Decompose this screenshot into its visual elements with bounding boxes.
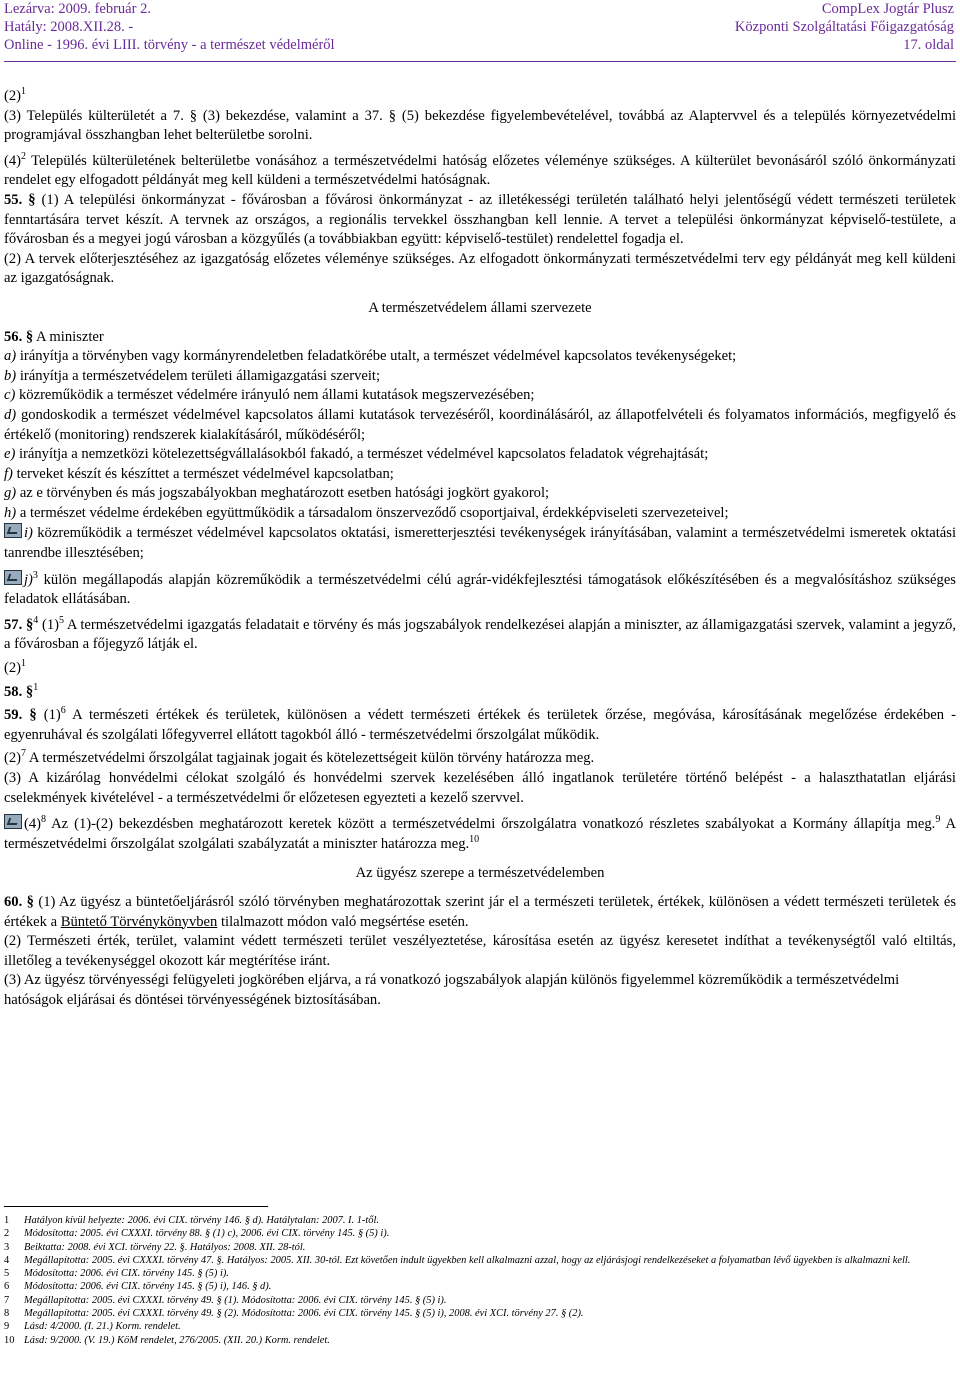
- footnote: [4, 1214, 956, 1227]
- footnote: [4, 1320, 956, 1333]
- section-number: 57. §: [4, 616, 34, 633]
- item-label: a): [4, 348, 17, 365]
- header-left: [4, 0, 335, 54]
- section-56-item: [4, 367, 956, 387]
- section-59-3: (3) A kizárólag honvédelmi célokat szolgáló és honvédelmi szervek kezelésében álló ingatlanok területére történő belépést - a halaszthatatlan eljárási cselekmények kivételével - a természetvédelmi őr előzetesen egyezteti a kezelő szervvel.: [4, 770, 956, 806]
- footnote-ref[interactable]: 3: [32, 569, 38, 581]
- section-57-1: [4, 616, 956, 655]
- para-number: (4): [4, 152, 22, 169]
- footnote-number: 7: [4, 1294, 10, 1306]
- item-text: gondoskodik a természet védelmével kapcsolatos állami kutatások tervezéséről, koordinálásáról, az állapotfelvételi és folyamatos információs, megfigyelő és értékelő (monitoring) rendszerek kialakításáról, működéséről;: [4, 406, 956, 443]
- footnote: [4, 1254, 956, 1267]
- para-number: (2): [4, 88, 22, 104]
- footnote-ref[interactable]: 1: [21, 658, 27, 670]
- section-number: 56. §: [4, 328, 34, 345]
- section-58: [4, 683, 956, 703]
- section-56-item: [4, 504, 956, 524]
- para-number: (1): [38, 616, 59, 633]
- section-56-item: [4, 445, 956, 465]
- paragraph-s54-3: (3) Település külterületét a 7. § (3) bekezdése, valamint a 37. § (5) bekezdése figyelembevételével, továbbá az Alaptervvel és a település környezetvédelmi programjával összhangban lehet belterületbe sorolni.: [4, 107, 956, 144]
- para-text: Az (1)-(2) bekezdésben meghatározott keretek között a természetvédelmi őrszolgálatra vonatkozó részletes szabályokat a Kormány állapítja meg.: [46, 816, 936, 833]
- section-56-item: [4, 406, 956, 445]
- footnote-ref[interactable]: 5: [58, 614, 64, 626]
- item-text: külön megállapodás alapján közreműködik a természetvédelmi célú agrár-vidékfejlesztési támogatások előkészítésében és a megvalósításhoz szükséges feladatok ellátásában.: [4, 571, 956, 608]
- heading-prosecutor-role: Az ügyész szerepe a természetvédelemben: [355, 865, 605, 882]
- item-text: a természet védelme érdekében együttműködik a társadalom önszerveződő csoportjaival, érdekképviseleti szervezeteivel;: [16, 504, 729, 521]
- item-label: h): [4, 504, 17, 521]
- para-text: Település külterületének belterületbe vonásához a természetvédelmi hatóság előzetes véleménye szükséges. A külterület bevonásáról szóló önkormányzati rendelet egy elfogadott példányát meg kell küldeni a természetvédelmi hatóságnak.: [4, 152, 956, 189]
- heading-state-organization: A természetvédelem állami szervezete: [368, 299, 592, 316]
- amendment-icon[interactable]: [4, 570, 22, 585]
- page-header: [4, 0, 954, 62]
- para-number: (1): [36, 707, 61, 724]
- section-56-item: [4, 484, 956, 504]
- footnote-rule: [4, 1206, 268, 1207]
- footnote: [4, 1227, 956, 1240]
- para-text: (1) A települési önkormányzat - fővárosban a fővárosi önkormányzat - az illetékességi területén található helyi jelentőségű védett természeti területek fenntartására tervet készít. A tervnek az országos, a regionális tervekkel összhangban kell lennie. A tervet a települési önkormányzat képviselő-testülete, a fővárosban és a megyei jogú városban a közgyűlés (a továbbiakban együtt: képviselő-testület) rendelettel fogadja el.: [4, 191, 957, 248]
- para-text: A természetvédelmi igazgatás feladatait e törvény és más jogszabályok rendelkezései alapján a miniszter, az államigazgatási szervek, valamint a jegyző, a fővárosban a főjegyző látják el.: [4, 616, 957, 653]
- header-effect-date: Hatály: 2008.XII.28. -: [4, 19, 134, 35]
- footnote-text: Módosította: 2005. évi CXXXI. törvény 88. § (1) c), 2006. évi CIX. törvény 145. § (5) i).: [24, 1228, 390, 1240]
- item-text: irányítja a nemzetközi kötelezettségvállalásokból fakadó, a természet védelmével kapcsolatos feladatok végrehajtását;: [15, 446, 709, 463]
- footnotes: [4, 1214, 956, 1347]
- amendment-icon[interactable]: [4, 523, 22, 538]
- footnote-number: 2: [4, 1228, 10, 1240]
- paragraph-s54-4: [4, 152, 956, 191]
- footnote-text: Megállapította: 2005. évi CXXXI. törvény 49. § (1). Módosította: 2006. évi CIX. törvény 145. § (5) i).: [24, 1294, 447, 1306]
- item-label: c): [4, 387, 16, 404]
- section-56-intro: [4, 328, 956, 348]
- footnote: [4, 1294, 956, 1307]
- footnote-ref[interactable]: 10: [469, 833, 480, 845]
- item-text: közreműködik a természet védelmére irányuló nem állami kutatások megszervezésében;: [15, 387, 535, 404]
- section-56-item: [4, 465, 956, 485]
- header-law-title: Online - 1996. évi LIII. törvény - a természet védelméről: [4, 37, 335, 53]
- para-number: (2): [4, 750, 22, 767]
- footnote-ref[interactable]: 2: [21, 150, 27, 162]
- section-57-2: [4, 659, 956, 679]
- item-label: j): [24, 571, 33, 588]
- footnote-number: 3: [4, 1241, 10, 1253]
- para-text: tilalmazott módon való megsértése esetén.: [217, 913, 469, 930]
- item-label: e): [4, 446, 16, 463]
- footnote: [4, 1280, 956, 1293]
- footnote-number: 6: [4, 1281, 10, 1293]
- item-label: f): [4, 465, 13, 482]
- item-text: közreműködik a természet védelmével kapcsolatos oktatási, ismeretterjesztési tevékenységek irányításában, valamint a természetvédelmi ismeretek oktatási tanrendbe illesztésében;: [4, 525, 956, 562]
- footnote: [4, 1334, 956, 1347]
- footnote: [4, 1307, 956, 1320]
- para-text: A természetvédelmi őrszolgálat szolgálati szabályzatát a miniszter határozza meg.: [4, 816, 956, 852]
- section-number: 60. §: [4, 893, 34, 910]
- para-text: A természeti értékek és területek, különösen a védett természeti értékek és területek őrzése, megóvása, károsításának megelőzése érdekében - egyenruhával és szolgálati lőfegyverrel ellátott tagokból álló - természetvédelmi őrszolgálat működik.: [4, 707, 957, 743]
- section-56-item: [4, 347, 956, 367]
- para-text: (1) Az ügyész a büntetőeljárásról szóló törvényben meghatározottak szerint jár el a természeti területek, értékek, különösen a védett természeti területek és értékek a: [4, 893, 957, 930]
- section-59-4: [4, 814, 956, 854]
- footnote-number: 9: [4, 1321, 10, 1333]
- footnote-text: Módosította: 2006. évi CIX. törvény 145. § (5) i), 146. § d).: [24, 1281, 272, 1293]
- footnote-ref[interactable]: 8: [41, 814, 47, 826]
- para-number: (4): [24, 816, 42, 833]
- document-body: [4, 87, 956, 1011]
- footnote-text: Lásd: 9/2000. (V. 19.) KöM rendelet, 276/2005. (XII. 20.) Korm. rendelet.: [24, 1334, 330, 1346]
- section-56-item-j: [4, 570, 956, 610]
- footnote-number: 4: [4, 1254, 10, 1266]
- footnote-ref[interactable]: 4: [33, 614, 39, 626]
- footnote-text: Beiktatta: 2008. évi XCI. törvény 22. §. Hatályos: 2008. XII. 28-tól.: [24, 1241, 306, 1253]
- footnote-text: Megállapította: 2005. évi CXXXI. törvény 49. § (2). Módosította: 2006. évi CIX. törvény 145. § (5) i), 2008. évi XCI. törvény 27. § (2).: [24, 1308, 584, 1320]
- item-text: irányítja a törvényben vagy kormányrendeletben feladatkörébe utalt, a természet védelmével kapcsolatos tevékenységeket;: [16, 348, 737, 365]
- header-closed-date: Lezárva: 2009. február 2.: [4, 1, 151, 17]
- footnote-ref[interactable]: 9: [935, 814, 941, 826]
- footnote-text: Lásd: 4/2000. (I. 21.) Korm. rendelet.: [24, 1321, 181, 1333]
- item-text: irányítja a természetvédelem területi államigazgatási szerveit;: [16, 367, 381, 384]
- footnote-text: Megállapította: 2005. évi CXXXI. törvény 47. §. Hatályos: 2005. XII. 30-tól. Ezt követően indult ügyekben kell alkalmazni azzal, hogy az eljárásjogi rendelkezéseket a folyamatban lévő ügyekben is alkalmazni kell.: [24, 1254, 911, 1266]
- footnote-text: Hatályon kívül helyezte: 2006. évi CIX. törvény 146. § d). Hatálytalan: 2007. I. 1-től.: [24, 1215, 379, 1226]
- para-text: A természetvédelmi őrszolgálat tagjainak jogait és kötelezettségeit külön törvény határozza meg.: [26, 750, 595, 767]
- footnote-text: Módosította: 2006. évi CIX. törvény 145. § (5) i).: [24, 1268, 229, 1280]
- item-label: g): [4, 485, 17, 502]
- section-59-1: [4, 706, 956, 745]
- footnote: [4, 1241, 956, 1254]
- item-label: d): [4, 406, 17, 423]
- footnote: [4, 1267, 956, 1280]
- criminal-code-link[interactable]: Büntető Törvénykönyvben: [60, 913, 218, 930]
- header-page-number: 17. oldal: [903, 37, 954, 53]
- section-number: 58. §: [4, 683, 34, 700]
- footnote-number: 5: [4, 1268, 10, 1280]
- footnote-ref[interactable]: 1: [33, 681, 39, 693]
- section-56-list: [4, 347, 956, 523]
- footnote-number: 10: [4, 1334, 15, 1346]
- amendment-icon[interactable]: [4, 814, 22, 829]
- footnote-number: 8: [4, 1308, 10, 1320]
- item-text: az e törvényben és más jogszabályokban meghatározott esetben hatósági jogkört gyakorol;: [16, 485, 550, 502]
- section-number: 59. §: [4, 707, 37, 724]
- section-60-2: (2) Természeti érték, terület, valamint védett természeti terület veszélyeztetése, károsítása esetén az ügyész keresetet indíthat a tevékenységtől való eltiltás, illetőleg a tevékenységgel okozott kár megtérítése iránt.: [4, 933, 956, 969]
- item-text: terveket készít és készíttet a természet védelmével kapcsolatban;: [12, 465, 394, 482]
- header-right: [735, 0, 954, 54]
- header-publisher: Központi Szolgáltatási Főigazgatóság: [734, 19, 954, 35]
- section-60-1: [4, 893, 956, 932]
- section-59-2: [4, 749, 956, 769]
- para-number: (2): [4, 660, 22, 677]
- header-rule: [4, 61, 956, 62]
- footnote-ref[interactable]: 1: [21, 86, 27, 98]
- section-56-item: [4, 386, 956, 406]
- para-text: A miniszter: [33, 328, 104, 345]
- footnote-ref[interactable]: 7: [21, 748, 27, 760]
- paragraph-s54-2: [4, 87, 956, 107]
- section-number: 55. §: [4, 191, 36, 208]
- section-60-3: (3) Az ügyész törvényességi felügyeleti jogkörében eljárva, a rá vonatkozó jogszabályok alapján különös figyelemmel közreműködik a természetvédelmi hatóságok eljárásai és döntései törvényességének biztosításában.: [4, 972, 900, 1008]
- section-55-1: [4, 191, 956, 250]
- section-56-item-i: [4, 523, 956, 563]
- section-55-2: (2) A tervek előterjesztéséhez az igazgatóság előzetes véleménye szükséges. Az elfogadott önkormányzati természetvédelmi terv egy példányát meg kell küldeni az igazgatóságnak.: [4, 250, 956, 287]
- header-product: CompLex Jogtár Plusz: [821, 1, 954, 17]
- footnote-number: 1: [4, 1215, 10, 1226]
- item-label: b): [4, 367, 17, 384]
- footnote-ref[interactable]: 6: [60, 705, 66, 717]
- item-label: i): [24, 525, 33, 542]
